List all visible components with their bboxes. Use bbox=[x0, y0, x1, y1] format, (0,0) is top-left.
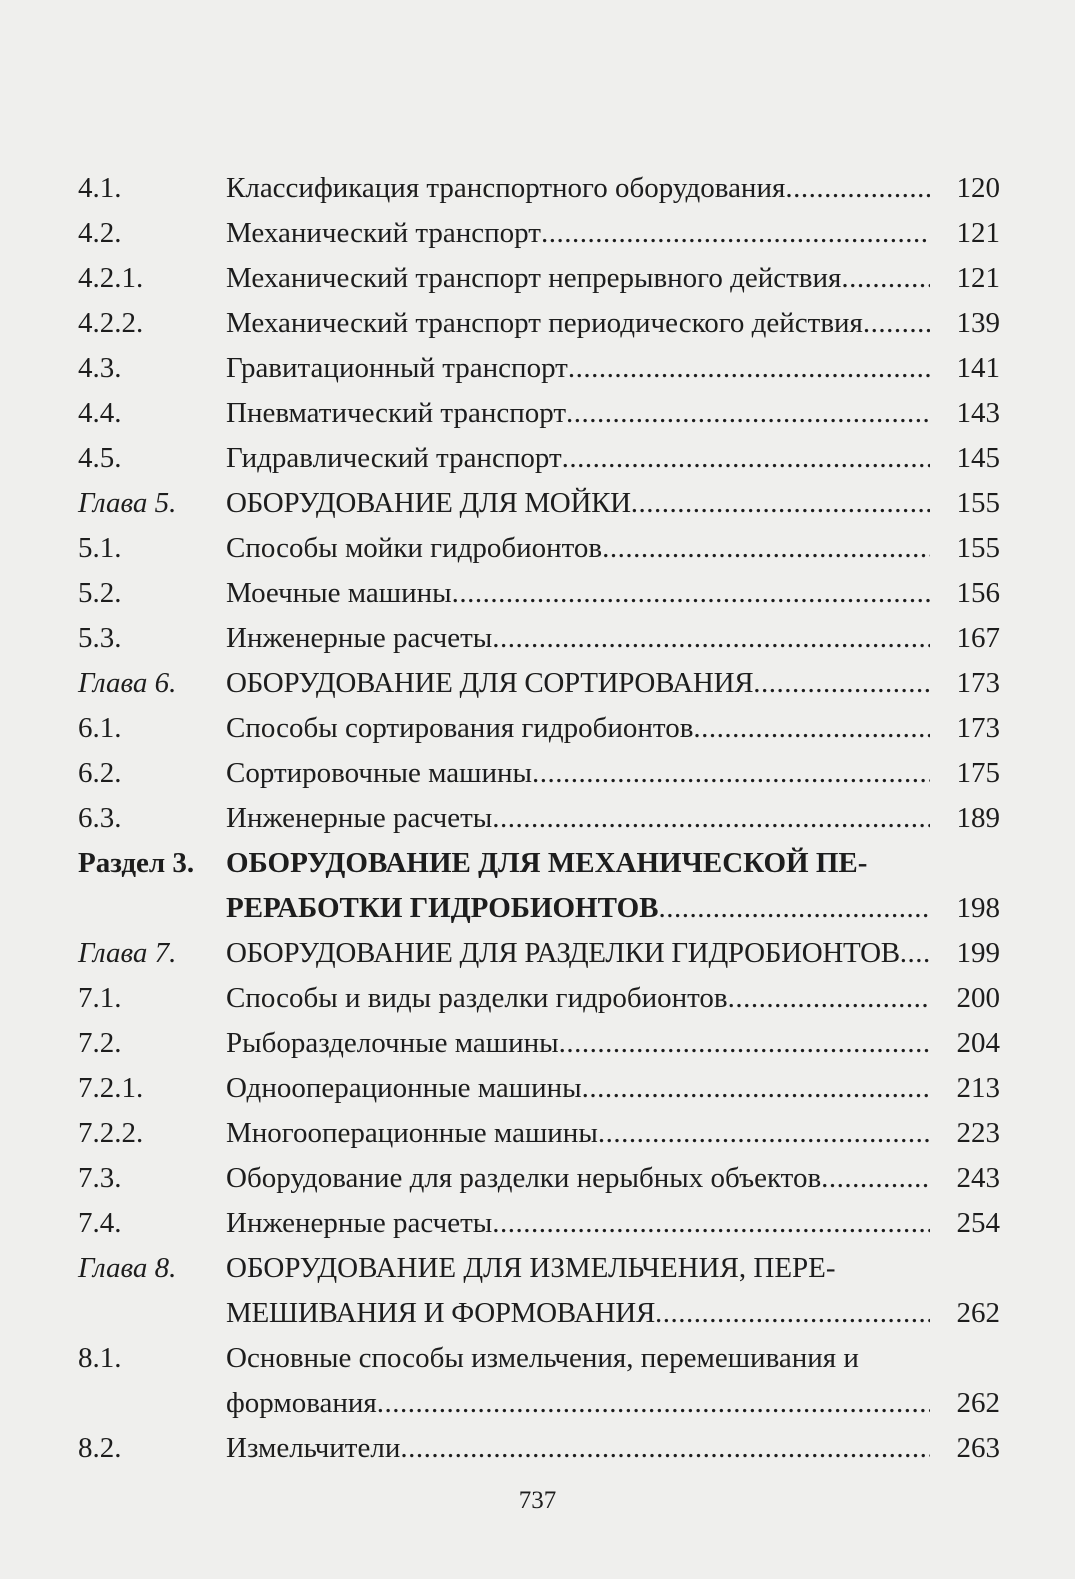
toc-entry-row bbox=[78, 256, 1000, 301]
toc-leader-dots bbox=[693, 706, 930, 751]
toc-entry-8-2 bbox=[78, 1426, 1000, 1471]
toc-entry-number: 5.2. bbox=[78, 577, 122, 609]
toc-page-number: 120 bbox=[956, 172, 1000, 204]
toc-entry-title: Инженерные расчеты bbox=[226, 802, 493, 834]
toc-entry-title: Механический транспорт bbox=[226, 217, 541, 249]
toc-entry-title: Инженерные расчеты bbox=[226, 1207, 493, 1239]
toc-leader-dots bbox=[598, 1111, 930, 1156]
toc-leader-dots bbox=[532, 751, 930, 796]
toc-entry-number: 8.2. bbox=[78, 1432, 122, 1464]
toc-section-title-line1: ОБОРУДОВАНИЕ ДЛЯ МЕХАНИЧЕСКОЙ ПЕ- bbox=[226, 847, 868, 879]
toc-entry-number: 7.4. bbox=[78, 1207, 122, 1239]
toc-entry-title: ОБОРУДОВАНИЕ ДЛЯ СОРТИРОВАНИЯ bbox=[226, 667, 754, 699]
toc-leader-dots bbox=[631, 481, 930, 526]
toc-page-number: 254 bbox=[956, 1207, 1000, 1239]
toc-leader-dots bbox=[541, 211, 930, 256]
toc-entry-title: Измельчители bbox=[226, 1432, 401, 1464]
toc-page-number: 223 bbox=[956, 1117, 1000, 1149]
toc-entry-row bbox=[78, 751, 1000, 796]
toc-chapter-title-line1: ОБОРУДОВАНИЕ ДЛЯ ИЗМЕЛЬЧЕНИЯ, ПЕРЕ- bbox=[226, 1252, 836, 1284]
toc-entry-title: Механический транспорт непрерывного действия bbox=[226, 262, 842, 294]
toc-leader-dots bbox=[568, 346, 930, 391]
toc-entry-number: 5.3. bbox=[78, 622, 122, 654]
toc-entry-number: Глава 6. bbox=[78, 667, 177, 699]
toc-entry-number: 5.1. bbox=[78, 532, 122, 564]
toc-entry-row bbox=[78, 1021, 1000, 1066]
toc-leader-dots bbox=[841, 256, 930, 301]
toc-entry-row bbox=[78, 526, 1000, 571]
toc-entry-title: Пневматический транспорт bbox=[226, 397, 567, 429]
toc-entry-number: 4.2.1. bbox=[78, 262, 144, 294]
toc-page-number: 200 bbox=[956, 982, 1000, 1014]
toc-entry-row bbox=[78, 391, 1000, 436]
toc-entry-number: 4.4. bbox=[78, 397, 122, 429]
toc-entry-number: 7.1. bbox=[78, 982, 122, 1014]
toc-page-number: 213 bbox=[956, 1072, 1000, 1104]
toc-page-number: 139 bbox=[956, 307, 1000, 339]
toc-entry-row bbox=[78, 1066, 1000, 1111]
toc-entry-title: Гидравлический транспорт bbox=[226, 442, 562, 474]
toc-leader-dots bbox=[753, 661, 930, 706]
toc-entry-number: 6.1. bbox=[78, 712, 122, 744]
toc-entry-title: ОБОРУДОВАНИЕ ДЛЯ МОЙКИ bbox=[226, 487, 631, 519]
toc-entry-row bbox=[78, 796, 1000, 841]
toc-leader-dots bbox=[728, 976, 930, 1021]
toc-entry-number: 7.2.1. bbox=[78, 1072, 144, 1104]
toc-leader-dots bbox=[821, 1156, 930, 1201]
toc-entry-number: 6.2. bbox=[78, 757, 122, 789]
toc-page-number: 204 bbox=[956, 1027, 1000, 1059]
toc-leader-dots bbox=[602, 526, 930, 571]
toc-entry-title: ОБОРУДОВАНИЕ ДЛЯ РАЗДЕЛКИ ГИДРОБИОНТОВ bbox=[226, 937, 900, 969]
toc-chapter-row bbox=[78, 931, 1000, 976]
toc-chapter-8 bbox=[78, 1246, 1000, 1336]
toc-page-number: 175 bbox=[956, 757, 1000, 789]
toc-entry-title: Механический транспорт периодического действия bbox=[226, 307, 863, 339]
toc-page-number: 173 bbox=[956, 667, 1000, 699]
toc-leader-dots bbox=[785, 166, 930, 211]
toc-chapter-row bbox=[78, 661, 1000, 706]
toc-page-number: 189 bbox=[956, 802, 1000, 834]
toc-leader-dots bbox=[566, 391, 930, 436]
toc-entry-row bbox=[78, 1156, 1000, 1201]
toc-entry-number: 8.1. bbox=[78, 1342, 122, 1374]
page-footer-number: 737 bbox=[518, 1487, 557, 1514]
toc-leader-dots bbox=[582, 1066, 930, 1111]
toc-leader-dots bbox=[492, 616, 930, 661]
toc-section-3 bbox=[78, 841, 1000, 931]
toc-entry-title-line1: Основные способы измельчения, перемешивания и bbox=[226, 1342, 859, 1374]
toc-chapter-title-line2: МЕШИВАНИЯ И ФОРМОВАНИЯ bbox=[226, 1297, 655, 1329]
toc-entry-title: Многооперационные машины bbox=[226, 1117, 598, 1149]
toc-entry-title: Однооперационные машины bbox=[226, 1072, 582, 1104]
toc-entry-number: 4.2. bbox=[78, 217, 122, 249]
toc-entry-row bbox=[78, 976, 1000, 1021]
toc-entry-title: Инженерные расчеты bbox=[226, 622, 493, 654]
toc-entry-title: Сортировочные машины bbox=[226, 757, 532, 789]
toc-page-number: 143 bbox=[956, 397, 1000, 429]
toc-entry-number: Глава 5. bbox=[78, 487, 177, 519]
toc-entry-row bbox=[78, 211, 1000, 256]
toc-entry-number: 6.3. bbox=[78, 802, 122, 834]
toc-entry-row bbox=[78, 1111, 1000, 1156]
toc-entry-number: 7.2.2. bbox=[78, 1117, 144, 1149]
toc-entry-8-1 bbox=[78, 1336, 1000, 1426]
toc-page-number: 263 bbox=[956, 1432, 1000, 1464]
toc-entry-number: 4.5. bbox=[78, 442, 122, 474]
toc-entry-row bbox=[78, 301, 1000, 346]
toc-leader-dots bbox=[492, 1201, 930, 1246]
toc-page-number: 262 bbox=[956, 1297, 1000, 1329]
toc-list-chapter-7 bbox=[78, 931, 1000, 1246]
toc-entry-row bbox=[78, 166, 1000, 211]
toc-entry-number: 7.3. bbox=[78, 1162, 122, 1194]
toc-leader-dots bbox=[492, 796, 930, 841]
toc-page-number: 155 bbox=[956, 532, 1000, 564]
toc-leader-dots bbox=[559, 1021, 930, 1066]
toc-page-number: 198 bbox=[956, 892, 1000, 924]
toc-page-number: 145 bbox=[956, 442, 1000, 474]
toc-entry-title: Оборудование для разделки нерыбных объектов bbox=[226, 1162, 822, 1194]
toc-page-number: 121 bbox=[956, 217, 1000, 249]
toc-entry-title: Моечные машины bbox=[226, 577, 452, 609]
toc-leader-dots bbox=[655, 1291, 930, 1336]
toc-page-number: 156 bbox=[956, 577, 1000, 609]
toc-page-number: 262 bbox=[956, 1387, 1000, 1419]
toc-page-number: 121 bbox=[956, 262, 1000, 294]
toc-page-number: 155 bbox=[956, 487, 1000, 519]
toc-section-number: Раздел 3. bbox=[78, 847, 195, 879]
toc-leader-dots bbox=[400, 1426, 930, 1471]
toc-page-number: 141 bbox=[956, 352, 1000, 384]
toc-page-number: 173 bbox=[956, 712, 1000, 744]
toc-entry-row bbox=[78, 1201, 1000, 1246]
toc-entry-title: Способы и виды разделки гидробионтов bbox=[226, 982, 728, 1014]
toc-entry-number: 4.2.2. bbox=[78, 307, 144, 339]
toc-chapter-number: Глава 8. bbox=[78, 1252, 177, 1284]
toc-leader-dots bbox=[452, 571, 930, 616]
toc-entry-row bbox=[78, 436, 1000, 481]
toc-entry-row bbox=[78, 346, 1000, 391]
table-of-contents bbox=[78, 166, 1000, 1471]
toc-entry-title: Способы мойки гидробионтов bbox=[226, 532, 603, 564]
toc-entry-row bbox=[78, 616, 1000, 661]
toc-page-number: 167 bbox=[956, 622, 1000, 654]
toc-page-number: 199 bbox=[956, 937, 1000, 969]
toc-page-number: 243 bbox=[956, 1162, 1000, 1194]
toc-entry-number: 4.3. bbox=[78, 352, 122, 384]
toc-entry-number: 7.2. bbox=[78, 1027, 122, 1059]
toc-entry-title: Классификация транспортного оборудования bbox=[226, 172, 786, 204]
toc-list-chapters-4-6 bbox=[78, 166, 1000, 841]
toc-leader-dots bbox=[658, 886, 930, 931]
toc-entry-title: Гравитационный транспорт bbox=[226, 352, 568, 384]
toc-leader-dots bbox=[900, 931, 930, 976]
toc-chapter-row bbox=[78, 481, 1000, 526]
toc-entry-number: 4.1. bbox=[78, 172, 122, 204]
toc-entry-row bbox=[78, 571, 1000, 616]
toc-entry-number: Глава 7. bbox=[78, 937, 177, 969]
toc-leader-dots bbox=[377, 1381, 930, 1426]
toc-leader-dots bbox=[863, 301, 930, 346]
toc-section-title-line2: РЕРАБОТКИ ГИДРОБИОНТОВ bbox=[226, 892, 659, 924]
toc-leader-dots bbox=[562, 436, 930, 481]
toc-entry-row bbox=[78, 706, 1000, 751]
toc-entry-title-line2: формования bbox=[226, 1387, 377, 1419]
toc-entry-title: Рыборазделочные машины bbox=[226, 1027, 559, 1059]
toc-entry-title: Способы сортирования гидробионтов bbox=[226, 712, 694, 744]
